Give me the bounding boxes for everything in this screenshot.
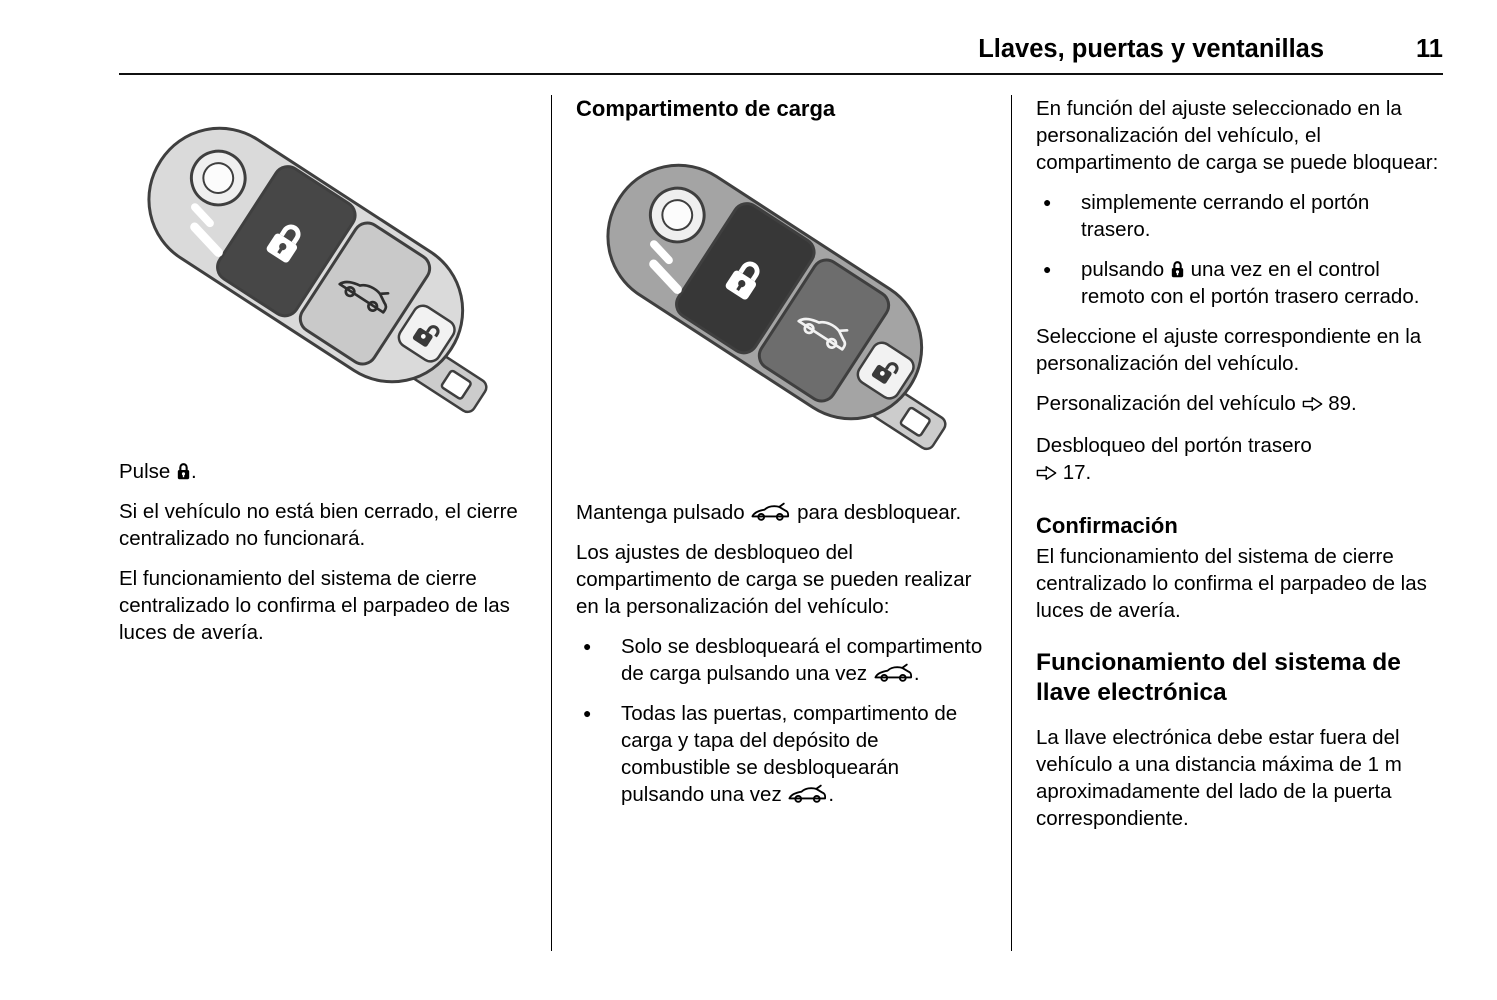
bullet-text — [1081, 256, 1444, 310]
hold-text: Mantenga pulsado — [576, 501, 745, 524]
tailgate-icon — [873, 663, 914, 683]
paragraph-select-setting: Seleccione el ajuste correspondiente en la personalización del vehículo. — [1036, 325, 1422, 375]
column-divider — [551, 95, 552, 951]
column-divider — [1011, 95, 1012, 951]
bullet-text-part: . — [913, 662, 920, 685]
pulse-period: . — [190, 460, 197, 483]
pulse-instruction — [119, 458, 527, 485]
key-fob-figure-light — [119, 97, 527, 442]
cross-reference-personalization[interactable] — [1036, 390, 1444, 417]
reference-page: 89. — [1328, 392, 1357, 415]
list-item — [576, 633, 987, 687]
list-item — [576, 700, 987, 808]
page-header — [119, 34, 1443, 64]
key-fob-figure-dark — [576, 134, 987, 479]
bullet-text-part: una vez en el control remoto con el portón trasero cerrado. — [1081, 258, 1420, 308]
reference-text: Personalización del vehículo — [1036, 392, 1296, 415]
paragraph-electronic-key: La llave electrónica debe estar fuera del vehículo a una distancia máxima de 1 m aproximadamente del lado de la puerta correspondiente. — [1036, 726, 1402, 830]
lock-options-list — [1036, 189, 1444, 310]
bullet-dot: ● — [1043, 194, 1052, 210]
paragraph-lock-setting: En función del ajuste seleccionado en la personalización del vehículo, el compartimento de carga se puede bloquear: — [1036, 97, 1439, 174]
hold-text-end: para desbloquear. — [797, 501, 962, 524]
list-item — [1036, 189, 1444, 243]
bullet-text-part: Solo se desbloqueará el compartimento de carga pulsando una vez — [621, 635, 983, 685]
hold-instruction — [576, 499, 987, 526]
key-fob-remote-illustration — [583, 135, 981, 478]
heading-electronic-key-system: Funcionamiento del sistema de llave electrónica — [1036, 649, 1401, 706]
column-right — [1036, 95, 1444, 845]
cross-reference-tailgate-unlock[interactable] — [1036, 432, 1444, 486]
unlock-options-list — [576, 633, 987, 808]
page-number: 11 — [1416, 35, 1443, 63]
bullet-text-part: . — [828, 783, 835, 806]
bullet-text-part: pulsando — [1081, 258, 1165, 281]
tailgate-icon — [787, 784, 828, 804]
reference-arrow-icon — [1302, 396, 1323, 412]
column-left — [119, 95, 527, 659]
bullet-text — [621, 633, 987, 687]
heading-confirmation: Confirmación — [1036, 513, 1178, 538]
key-fob-remote-illustration — [124, 98, 522, 441]
heading-cargo-compartment: Compartimento de carga — [576, 96, 836, 121]
list-item — [1036, 256, 1444, 310]
paragraph-hazard-lights: El funcionamiento del sistema de cierre centralizado lo confirma el parpadeo de las luces de avería. — [119, 567, 510, 644]
column-middle — [576, 95, 987, 821]
bullet-text: simplemente cerrando el portón trasero. — [1081, 191, 1370, 241]
header-rule — [119, 73, 1443, 75]
chapter-title: Llaves, puertas y ventanillas — [978, 35, 1325, 63]
paragraph-not-closed: Si el vehículo no está bien cerrado, el cierre centralizado no funcionará. — [119, 500, 518, 550]
lock-icon — [176, 461, 191, 481]
paragraph-unlock-settings: Los ajustes de desbloqueo del compartimento de carga se pueden realizar en la personalización del vehículo: — [576, 541, 972, 618]
page-columns — [119, 95, 1443, 951]
lock-icon — [1170, 259, 1185, 279]
pulse-text: Pulse — [119, 460, 171, 483]
paragraph-confirmation: El funcionamiento del sistema de cierre centralizado lo confirma el parpadeo de las luces de avería. — [1036, 545, 1427, 622]
reference-page: 17. — [1062, 461, 1092, 484]
reference-arrow-icon — [1036, 465, 1057, 481]
bullet-dot: ● — [583, 705, 592, 721]
bullet-text — [621, 700, 987, 808]
reference-text: Desbloqueo del portón trasero — [1036, 434, 1312, 457]
bullet-text-part: Todas las puertas, compartimento de carga y tapa del depósito de combustible se desbloquearán pulsando una vez — [621, 702, 958, 806]
bullet-dot: ● — [1043, 261, 1052, 277]
bullet-dot: ● — [583, 638, 592, 654]
tailgate-icon — [750, 502, 791, 522]
